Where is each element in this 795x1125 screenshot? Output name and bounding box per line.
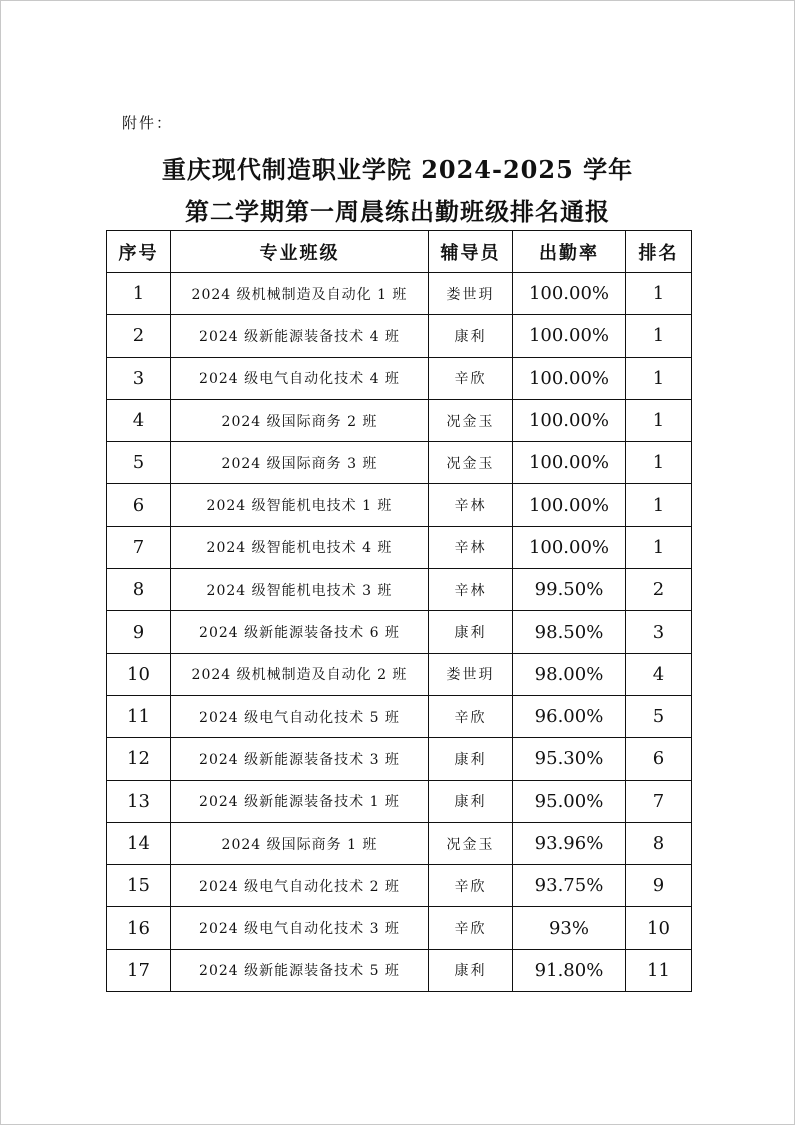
cell-instructor: 辛欣 xyxy=(429,357,513,399)
cell-instructor: 康利 xyxy=(429,315,513,357)
cell-rank: 6 xyxy=(626,738,692,780)
cell-attendance-rate: 98.50% xyxy=(513,611,626,653)
cell-rank: 1 xyxy=(626,273,692,315)
cell-rank: 7 xyxy=(626,780,692,822)
cell-attendance-rate: 98.00% xyxy=(513,653,626,695)
cell-index: 17 xyxy=(107,949,171,991)
table-row xyxy=(107,442,692,484)
table-header-row xyxy=(107,231,692,273)
document-title-line-1: 重庆现代制造职业学院 2024-2025 学年 xyxy=(161,155,634,184)
cell-class: 2024 级电气自动化技术 5 班 xyxy=(171,695,429,737)
cell-index: 3 xyxy=(107,357,171,399)
cell-instructor: 康利 xyxy=(429,738,513,780)
cell-attendance-rate: 100.00% xyxy=(513,273,626,315)
cell-class: 2024 级智能机电技术 4 班 xyxy=(171,526,429,568)
cell-attendance-rate: 100.00% xyxy=(513,399,626,441)
cell-instructor: 辛欣 xyxy=(429,695,513,737)
cell-class: 2024 级电气自动化技术 3 班 xyxy=(171,907,429,949)
table-row xyxy=(107,315,692,357)
cell-class: 2024 级电气自动化技术 4 班 xyxy=(171,357,429,399)
table-row xyxy=(107,569,692,611)
cell-attendance-rate: 100.00% xyxy=(513,315,626,357)
table-row xyxy=(107,484,692,526)
cell-rank: 1 xyxy=(626,442,692,484)
cell-rank: 11 xyxy=(626,949,692,991)
cell-index: 16 xyxy=(107,907,171,949)
cell-attendance-rate: 100.00% xyxy=(513,442,626,484)
cell-index: 7 xyxy=(107,526,171,568)
cell-rank: 1 xyxy=(626,526,692,568)
cell-rank: 1 xyxy=(626,357,692,399)
cell-class: 2024 级机械制造及自动化 1 班 xyxy=(171,273,429,315)
cell-class: 2024 级智能机电技术 3 班 xyxy=(171,569,429,611)
cell-index: 11 xyxy=(107,695,171,737)
cell-class: 2024 级新能源装备技术 4 班 xyxy=(171,315,429,357)
cell-rank: 10 xyxy=(626,907,692,949)
attendance-ranking-table xyxy=(106,230,692,992)
cell-attendance-rate: 95.00% xyxy=(513,780,626,822)
table-row xyxy=(107,907,692,949)
header-class: 专业班级 xyxy=(171,231,429,273)
cell-instructor: 康利 xyxy=(429,611,513,653)
cell-instructor: 娄世玥 xyxy=(429,653,513,695)
cell-instructor: 辛林 xyxy=(429,569,513,611)
cell-attendance-rate: 100.00% xyxy=(513,357,626,399)
cell-rank: 1 xyxy=(626,315,692,357)
table-row xyxy=(107,822,692,864)
header-rank: 排名 xyxy=(626,231,692,273)
cell-class: 2024 级国际商务 2 班 xyxy=(171,399,429,441)
table-row xyxy=(107,865,692,907)
cell-instructor: 辛林 xyxy=(429,526,513,568)
table-row xyxy=(107,653,692,695)
cell-index: 10 xyxy=(107,653,171,695)
cell-instructor: 康利 xyxy=(429,949,513,991)
table-row xyxy=(107,273,692,315)
cell-rank: 9 xyxy=(626,865,692,907)
cell-attendance-rate: 95.30% xyxy=(513,738,626,780)
cell-rank: 5 xyxy=(626,695,692,737)
cell-instructor: 辛欣 xyxy=(429,907,513,949)
cell-rank: 1 xyxy=(626,484,692,526)
cell-instructor: 娄世玥 xyxy=(429,273,513,315)
cell-attendance-rate: 93% xyxy=(513,907,626,949)
cell-index: 15 xyxy=(107,865,171,907)
cell-index: 13 xyxy=(107,780,171,822)
cell-class: 2024 级新能源装备技术 3 班 xyxy=(171,738,429,780)
cell-index: 8 xyxy=(107,569,171,611)
table-row xyxy=(107,695,692,737)
cell-attendance-rate: 96.00% xyxy=(513,695,626,737)
cell-rank: 3 xyxy=(626,611,692,653)
cell-index: 5 xyxy=(107,442,171,484)
table-row xyxy=(107,949,692,991)
cell-class: 2024 级新能源装备技术 5 班 xyxy=(171,949,429,991)
cell-attendance-rate: 100.00% xyxy=(513,526,626,568)
table-row xyxy=(107,526,692,568)
header-instructor: 辅导员 xyxy=(429,231,513,273)
cell-class: 2024 级新能源装备技术 1 班 xyxy=(171,780,429,822)
cell-attendance-rate: 93.96% xyxy=(513,822,626,864)
cell-index: 4 xyxy=(107,399,171,441)
cell-class: 2024 级国际商务 3 班 xyxy=(171,442,429,484)
cell-attendance-rate: 91.80% xyxy=(513,949,626,991)
cell-rank: 1 xyxy=(626,399,692,441)
cell-rank: 2 xyxy=(626,569,692,611)
cell-instructor: 况金玉 xyxy=(429,442,513,484)
cell-class: 2024 级机械制造及自动化 2 班 xyxy=(171,653,429,695)
cell-attendance-rate: 100.00% xyxy=(513,484,626,526)
table-row xyxy=(107,611,692,653)
cell-attendance-rate: 93.75% xyxy=(513,865,626,907)
cell-index: 2 xyxy=(107,315,171,357)
cell-attendance-rate: 99.50% xyxy=(513,569,626,611)
cell-instructor: 辛林 xyxy=(429,484,513,526)
attachment-label: 附件： xyxy=(122,114,174,132)
cell-instructor: 康利 xyxy=(429,780,513,822)
cell-index: 6 xyxy=(107,484,171,526)
cell-instructor: 辛欣 xyxy=(429,865,513,907)
cell-index: 9 xyxy=(107,611,171,653)
cell-index: 1 xyxy=(107,273,171,315)
cell-instructor: 况金玉 xyxy=(429,822,513,864)
cell-index: 14 xyxy=(107,822,171,864)
cell-rank: 4 xyxy=(626,653,692,695)
header-index: 序号 xyxy=(107,231,171,273)
cell-rank: 8 xyxy=(626,822,692,864)
cell-class: 2024 级智能机电技术 1 班 xyxy=(171,484,429,526)
table-row xyxy=(107,357,692,399)
table-row xyxy=(107,738,692,780)
table-row xyxy=(107,780,692,822)
cell-class: 2024 级新能源装备技术 6 班 xyxy=(171,611,429,653)
header-attendance-rate: 出勤率 xyxy=(513,231,626,273)
cell-instructor: 况金玉 xyxy=(429,399,513,441)
table-row xyxy=(107,399,692,441)
cell-index: 12 xyxy=(107,738,171,780)
document-title-line-2: 第二学期第一周晨练出勤班级排名通报 xyxy=(185,197,610,226)
cell-class: 2024 级电气自动化技术 2 班 xyxy=(171,865,429,907)
cell-class: 2024 级国际商务 1 班 xyxy=(171,822,429,864)
